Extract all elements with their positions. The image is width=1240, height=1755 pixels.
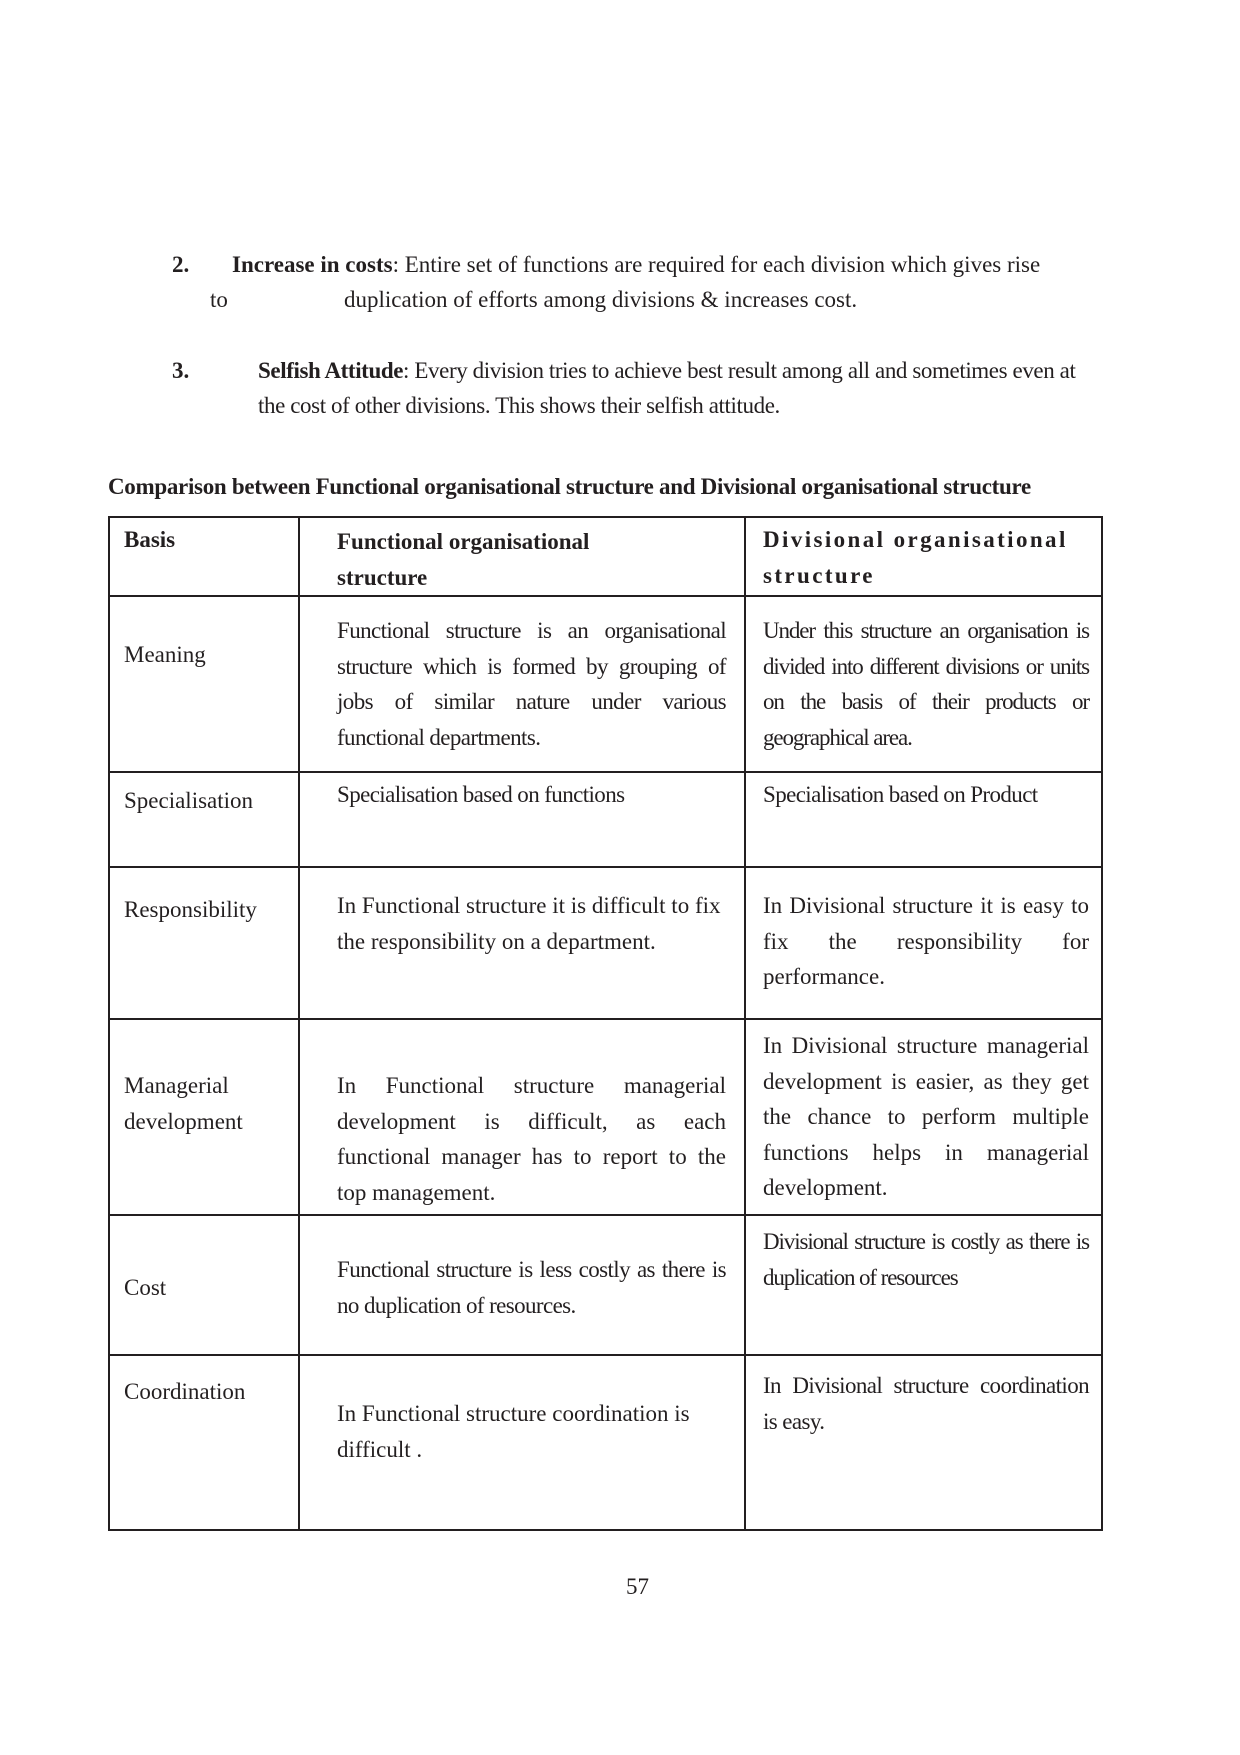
- list-item-number: 3.: [172, 358, 190, 383]
- cell-text: Specialisation based on Product: [763, 782, 1038, 807]
- cell-basis: [109, 1215, 299, 1355]
- cell-divisional: [745, 772, 1102, 867]
- cell-text: Meaning: [124, 642, 206, 667]
- cell-divisional: [745, 1019, 1102, 1215]
- cell-functional: [299, 596, 745, 772]
- cell-functional: [299, 867, 745, 1019]
- list-item-text: : Entire set of functions are required for each division which gives rise: [392, 252, 1041, 277]
- cell-divisional: [745, 1215, 1102, 1355]
- table-caption: Comparison between Functional organisational structure and Divisional organisational structure: [108, 474, 1031, 499]
- header-cell-functional: [299, 517, 745, 596]
- table-row: [109, 772, 1102, 867]
- cell-functional: [299, 1215, 745, 1355]
- header-label: Divisional organisational structure: [763, 527, 1068, 588]
- list-item-text-to: to: [210, 287, 228, 312]
- header-cell-divisional: [745, 517, 1102, 596]
- cell-divisional: [745, 867, 1102, 1019]
- header-label: Functional organisational structure: [337, 529, 590, 590]
- cell-text: In Functional structure it is difficult to fix the responsibility on a department.: [337, 893, 721, 954]
- table-row: [109, 1215, 1102, 1355]
- cell-divisional: [745, 596, 1102, 772]
- cell-text: Under this structure an organisation is divided into different divisions or units on the basis of their products or geographical area.: [763, 618, 1089, 750]
- table-header-row: [109, 517, 1102, 596]
- list-item-text-continuation: duplication of efforts among divisions & increases cost.: [344, 287, 858, 312]
- cell-text: Functional structure is less costly as there is no duplication of resources.: [337, 1257, 726, 1318]
- cell-text: In Functional structure managerial development is difficult, as each functional manager has to report to the top management.: [337, 1073, 726, 1205]
- cell-text: Functional structure is an organisational structure which is formed by grouping of jobs of similar nature under various functional departments.: [337, 618, 726, 750]
- header-cell-basis: [109, 517, 299, 596]
- cell-basis: [109, 1019, 299, 1215]
- cell-functional: [299, 772, 745, 867]
- cell-text: Coordination: [124, 1379, 246, 1404]
- page-number: 57: [626, 1574, 649, 1599]
- cell-basis: [109, 772, 299, 867]
- header-label: Basis: [124, 527, 176, 552]
- cell-text: Managerial development: [124, 1073, 243, 1134]
- cell-basis: [109, 867, 299, 1019]
- cell-text: Specialisation based on functions: [337, 782, 625, 807]
- cell-divisional: [745, 1355, 1102, 1530]
- cell-functional: [299, 1355, 745, 1530]
- cell-functional: [299, 1019, 745, 1215]
- cell-text: In Divisional structure coordination is easy.: [763, 1373, 1089, 1434]
- cell-text: In Functional structure coordination is difficult .: [337, 1401, 690, 1462]
- cell-text: In Divisional structure it is easy to fix the responsibility for performance.: [763, 893, 1089, 989]
- list-item-body: [258, 353, 1103, 423]
- comparison-table: [108, 516, 1103, 1531]
- list-item-line: [232, 247, 1040, 282]
- cell-text: Divisional structure is costly as there is duplication of resources: [763, 1229, 1089, 1290]
- list-item-title: Selfish Attitude: [258, 358, 404, 383]
- table-row: [109, 1355, 1102, 1530]
- list-item-number: 2.: [172, 252, 190, 277]
- cell-basis: [109, 596, 299, 772]
- list-item-title: Increase in costs: [232, 252, 393, 277]
- cell-text: Specialisation: [124, 788, 254, 813]
- cell-text: Responsibility: [124, 897, 257, 922]
- cell-basis: [109, 1355, 299, 1530]
- cell-text: In Divisional structure managerial development is easier, as they get the chance to perform multiple functions helps in managerial development.: [763, 1033, 1089, 1200]
- cell-text: Cost: [124, 1275, 167, 1300]
- table-row: [109, 867, 1102, 1019]
- table-row: [109, 1019, 1102, 1215]
- list-item-text: : Every division tries to achieve best result among all and sometimes even at the cost of other divisions. This shows their selfish attitude.: [258, 358, 1076, 418]
- table-row: [109, 596, 1102, 772]
